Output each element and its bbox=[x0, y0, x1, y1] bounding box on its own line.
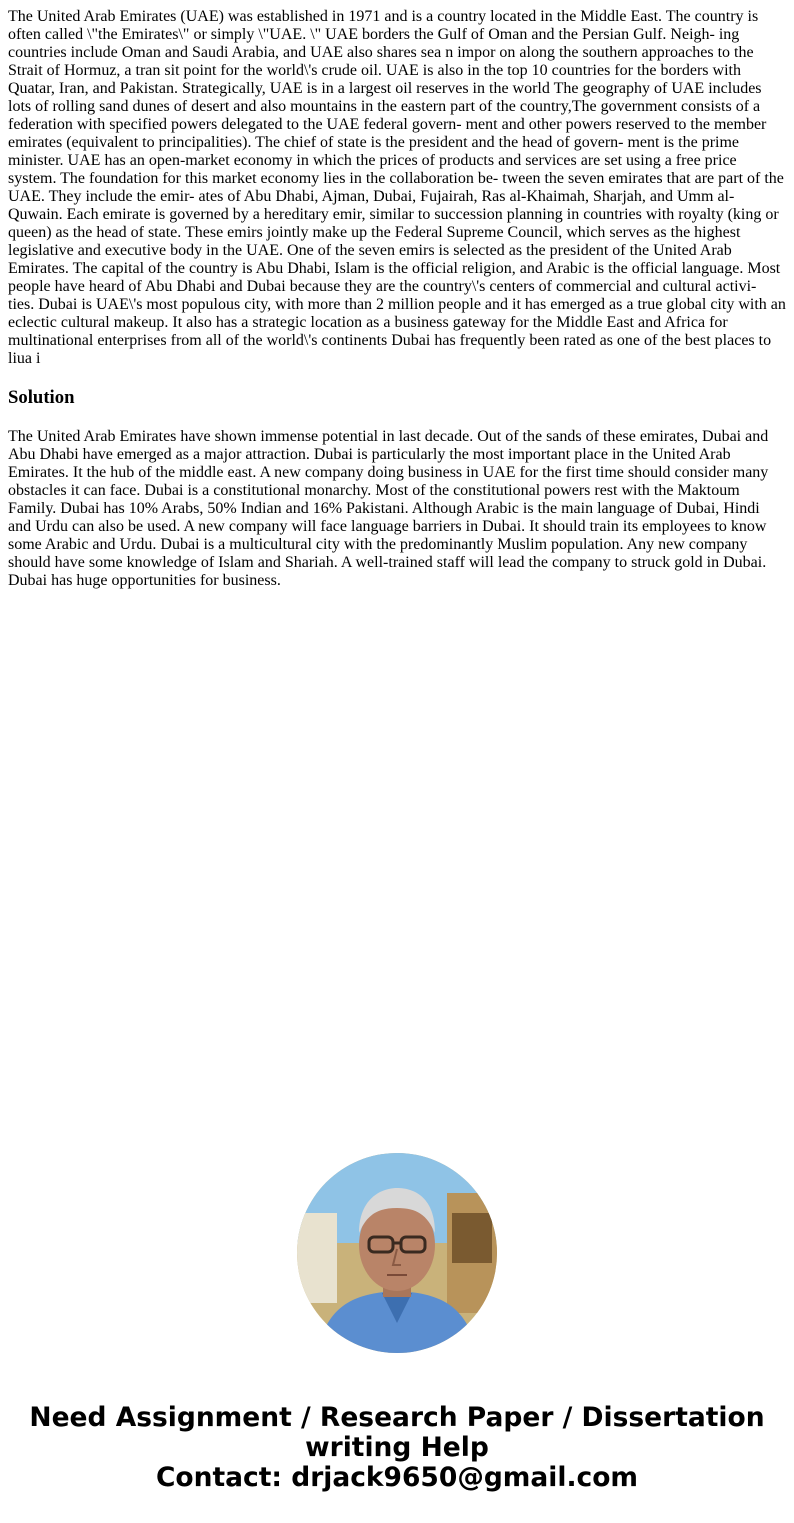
author-avatar bbox=[297, 1153, 497, 1353]
question-paragraph: The United Arab Emirates (UAE) was established in 1971 and is a country located in the Middle East. The country is often called \"the Emirates\" or simply \"UAE. \" UAE borders the Gulf of Oman and the Persian Gulf. Neigh- ing countries include Oman and Saudi Arabia, and UAE also shares sea n impor on along the southern approaches to the Strait of Hormuz, a tran sit point for the world\'s crude oil. UAE is also in the top 10 countries for the borders with Quatar, Iran, and Pakistan. Strategically, UAE is in a largest oil reserves in the world The geography of UAE includes lots of rolling sand dunes of desert and also mountains in the eastern part of the country,The government consists of a federation with specified powers delegated to the UAE federal govern- ment and other powers reserved to the member emirates (equivalent to principalities). The chief of state is the president and the head of govern- ment is the prime minister. UAE has an open-market economy in which the prices of products and services are set using a free price system. The foundation for this market economy lies in the collaboration be- tween the seven emirates that are part of the UAE. They include the emir- ates of Abu Dhabi, Ajman, Dubai, Fujairah, Ras al-Khaimah, Sharjah, and Umm al-Quwain. Each emirate is governed by a hereditary emir, similar to succession planning in countries with royalty (king or queen) as the head of state. These emirs jointly make up the Federal Supreme Council, which serves as the highest legislative and executive body in the UAE. One of the seven emirs is selected as the president of the United Arab Emirates. The capital of the country is Abu Dhabi, Islam is the official religion, and Arabic is the official language. Most people have heard of Abu Dhabi and Dubai because they are the country\'s centers of commercial and cultural activi- ties. Dubai is UAE\'s most populous city, with more than 2 million people and it has emerged as a true global city with an eclectic cultural makeup. It also has a strategic location as a business gateway for the Middle East and Africa for multinational enterprises from all of the world\'s continents Dubai has frequently been rated as one of the best places to liua i bbox=[8, 8, 786, 367]
promo-line-1: Need Assignment / Research Paper / Dissertation bbox=[29, 1402, 765, 1433]
promo-line-2: writing Help bbox=[305, 1432, 489, 1463]
promo-contact: Contact: drjack9650@gmail.com bbox=[155, 1462, 639, 1493]
author-photo-icon bbox=[297, 1153, 497, 1353]
solution-paragraph: The United Arab Emirates have shown immense potential in last decade. Out of the sands of these emirates, Dubai and Abu Dhabi have emerged as a major attraction. Dubai is particularly the most important place in the United Arab Emirates. It the hub of the middle east. A new company doing business in UAE for the first time should consider many obstacles it can face. Dubai is a constitutional monarchy. Most of the constitutional powers rest with the Maktoum Family. Dubai has 10% Arabs, 50% Indian and 16% Pakistani. Although Arabic is the main language of Dubai, Hindi and Urdu can also be used. A new company will face language barriers in Dubai. It should train its employees to know some Arabic and Urdu. Dubai is a multicultural city with the predominantly Muslim population. Any new company should have some knowledge of Islam and Shariah. A well-trained staff will lead the company to struck gold in Dubai. Dubai has huge opportunities for business. bbox=[8, 428, 769, 589]
promo-banner bbox=[0, 1403, 794, 1493]
document-content bbox=[8, 8, 786, 590]
solution-heading: Solution bbox=[8, 387, 75, 408]
